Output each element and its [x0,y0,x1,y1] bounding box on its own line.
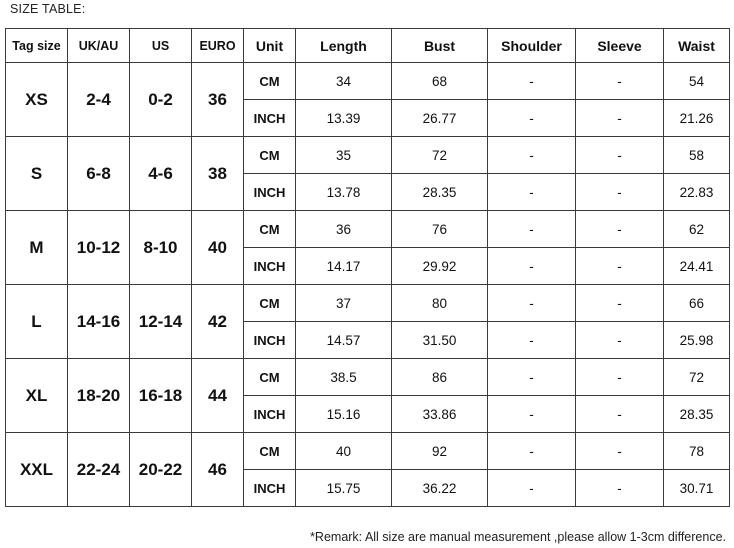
cell-unit: INCH [244,174,296,211]
cell-euro: 42 [192,285,244,359]
cell-shoulder: - [488,396,576,433]
column-header-tag-size: Tag size [6,29,68,63]
column-header-euro: EURO [192,29,244,63]
cell-length: 15.16 [296,396,392,433]
table-row [6,211,730,248]
cell-bust: 92 [392,433,488,470]
cell-uk-au: 22-24 [68,433,130,507]
cell-sleeve: - [576,359,664,396]
column-header-bust: Bust [392,29,488,63]
cell-sleeve: - [576,322,664,359]
cell-shoulder: - [488,137,576,174]
cell-tag-size: S [6,137,68,211]
cell-uk-au: 2-4 [68,63,130,137]
cell-us: 8-10 [130,211,192,285]
column-header-shoulder: Shoulder [488,29,576,63]
cell-bust: 31.50 [392,322,488,359]
cell-length: 36 [296,211,392,248]
size-table-container [5,28,729,507]
cell-shoulder: - [488,285,576,322]
cell-uk-au: 14-16 [68,285,130,359]
table-header [6,29,730,63]
page-title: SIZE TABLE: [10,2,86,16]
cell-unit: INCH [244,470,296,507]
header-row [6,29,730,63]
table-row [6,359,730,396]
cell-unit: INCH [244,248,296,285]
cell-length: 38.5 [296,359,392,396]
cell-sleeve: - [576,285,664,322]
cell-waist: 54 [664,63,730,100]
cell-waist: 24.41 [664,248,730,285]
cell-uk-au: 18-20 [68,359,130,433]
cell-shoulder: - [488,322,576,359]
cell-waist: 58 [664,137,730,174]
size-table [5,28,730,507]
column-header-waist: Waist [664,29,730,63]
cell-bust: 86 [392,359,488,396]
cell-tag-size: XL [6,359,68,433]
cell-waist: 62 [664,211,730,248]
cell-bust: 29.92 [392,248,488,285]
cell-waist: 28.35 [664,396,730,433]
cell-unit: INCH [244,322,296,359]
cell-sleeve: - [576,174,664,211]
cell-shoulder: - [488,433,576,470]
cell-shoulder: - [488,100,576,137]
cell-sleeve: - [576,63,664,100]
cell-us: 20-22 [130,433,192,507]
cell-unit: CM [244,137,296,174]
cell-sleeve: - [576,211,664,248]
cell-length: 14.57 [296,322,392,359]
cell-euro: 38 [192,137,244,211]
cell-shoulder: - [488,248,576,285]
table-row [6,285,730,322]
cell-bust: 72 [392,137,488,174]
cell-length: 40 [296,433,392,470]
cell-shoulder: - [488,470,576,507]
cell-sleeve: - [576,100,664,137]
cell-tag-size: M [6,211,68,285]
cell-sleeve: - [576,470,664,507]
cell-bust: 28.35 [392,174,488,211]
cell-waist: 66 [664,285,730,322]
cell-uk-au: 6-8 [68,137,130,211]
cell-tag-size: XXL [6,433,68,507]
cell-tag-size: XS [6,63,68,137]
cell-length: 13.78 [296,174,392,211]
cell-length: 14.17 [296,248,392,285]
cell-sleeve: - [576,137,664,174]
cell-bust: 36.22 [392,470,488,507]
cell-unit: CM [244,211,296,248]
cell-us: 0-2 [130,63,192,137]
cell-sleeve: - [576,433,664,470]
cell-waist: 21.26 [664,100,730,137]
cell-shoulder: - [488,63,576,100]
column-header-unit: Unit [244,29,296,63]
cell-waist: 72 [664,359,730,396]
cell-bust: 33.86 [392,396,488,433]
cell-unit: CM [244,359,296,396]
cell-us: 12-14 [130,285,192,359]
cell-length: 15.75 [296,470,392,507]
table-row [6,137,730,174]
column-header-us: US [130,29,192,63]
cell-bust: 80 [392,285,488,322]
cell-length: 34 [296,63,392,100]
table-body [6,63,730,507]
cell-tag-size: L [6,285,68,359]
table-row [6,433,730,470]
cell-waist: 78 [664,433,730,470]
cell-bust: 26.77 [392,100,488,137]
cell-us: 4-6 [130,137,192,211]
cell-uk-au: 10-12 [68,211,130,285]
cell-waist: 30.71 [664,470,730,507]
cell-unit: INCH [244,100,296,137]
column-header-length: Length [296,29,392,63]
cell-unit: INCH [244,396,296,433]
cell-length: 13.39 [296,100,392,137]
cell-us: 16-18 [130,359,192,433]
cell-euro: 46 [192,433,244,507]
cell-euro: 40 [192,211,244,285]
cell-unit: CM [244,63,296,100]
cell-bust: 76 [392,211,488,248]
cell-unit: CM [244,433,296,470]
cell-shoulder: - [488,359,576,396]
cell-euro: 36 [192,63,244,137]
cell-shoulder: - [488,174,576,211]
cell-waist: 22.83 [664,174,730,211]
table-row [6,63,730,100]
cell-sleeve: - [576,396,664,433]
cell-waist: 25.98 [664,322,730,359]
cell-length: 35 [296,137,392,174]
cell-bust: 68 [392,63,488,100]
cell-shoulder: - [488,211,576,248]
column-header-sleeve: Sleeve [576,29,664,63]
cell-sleeve: - [576,248,664,285]
cell-unit: CM [244,285,296,322]
cell-length: 37 [296,285,392,322]
remark-text: *Remark: All size are manual measurement ,please allow 1-3cm difference. [310,530,726,544]
column-header-uk-au: UK/AU [68,29,130,63]
cell-euro: 44 [192,359,244,433]
